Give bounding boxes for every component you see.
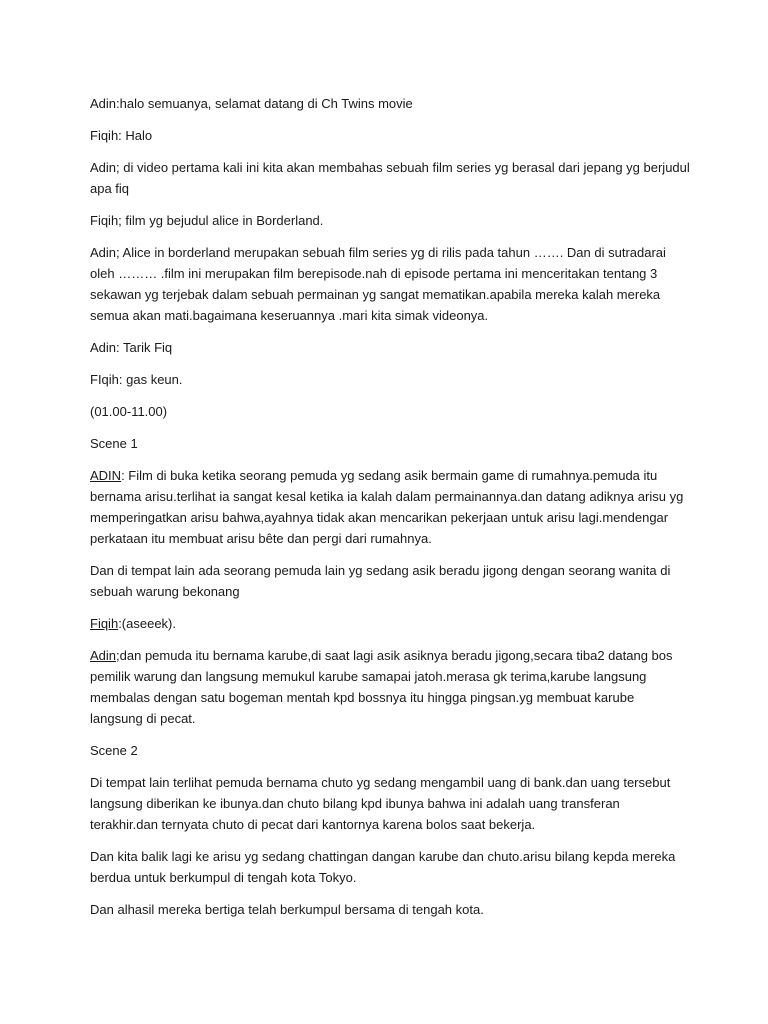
speaker-name: ADIN <box>90 468 122 483</box>
narration-text: : Film di buka ketika seorang pemuda yg sedang asik bermain game di rumahnya.pemuda itu bernama arisu.terlihat ia sangat kesal ketika ia kalah dalam permainannya.dan datang adiknya arisu yg memperingatkan arisu bahwa,ayahnya tidak akan mencarikan pekerjaan untuk arisu lagi.mendengar perkataan itu membuat arisu bête dan pergi dari rumahnya. <box>90 468 684 546</box>
dialogue-line: FIqih: gas keun. <box>90 372 183 387</box>
narration-paragraph: Di tempat lain terlihat pemuda bernama chuto yg sedang mengambil uang di bank.dan uang tersebut langsung diberikan ke ibunya.dan chuto bilang kpd ibunya bahwa ini adalah uang transferan terakhir.dan ternyata chuto di pecat dari kantornya karena bolos saat bekerja. <box>90 775 671 832</box>
dialogue-line: Adin; di video pertama kali ini kita akan membahas sebuah film series yg berasal dari jepang yg berjudul apa fiq <box>90 160 690 196</box>
dialogue-line: Fiqih; film yg bejudul alice in Borderland. <box>90 213 324 228</box>
speaker-name: Fiqih <box>90 616 119 631</box>
narration-paragraph <box>90 465 690 549</box>
narration-paragraph <box>90 645 690 729</box>
dialogue-line: Fiqih: Halo <box>90 128 153 143</box>
narration-paragraph: Dan alhasil mereka bertiga telah berkumpul bersama di tengah kota. <box>90 902 484 917</box>
speaker-name: Adin; <box>90 648 120 663</box>
narration-paragraph: Dan di tempat lain ada seorang pemuda lain yg sedang asik beradu jigong dengan seorang wanita di sebuah warung bekonang <box>90 563 671 599</box>
scene-heading: Scene 2 <box>90 743 138 758</box>
dialogue-line <box>90 613 690 634</box>
narration-paragraph: Dan kita balik lagi ke arisu yg sedang chattingan dangan karube dan chuto.arisu bilang kepda mereka berdua untuk berkumpul di tengah kota Tokyo. <box>90 849 676 885</box>
dialogue-line: Adin:halo semuanya, selamat datang di Ch Twins movie <box>90 96 413 111</box>
dialogue-text: :(aseeek). <box>118 616 176 631</box>
narration-text: dan pemuda itu bernama karube,di saat lagi asik asiknya beradu jigong,secara tiba2 datang bos pemilik warung dan langsung memukul karube samapai jatoh.merasa gk terima,karube langsung membalas dengan satu bogeman mentah kpd bossnya itu hingga pingsan.yg membuat karube langsung di pecat. <box>90 648 673 726</box>
timecode: (01.00-11.00) <box>90 404 168 419</box>
scene-heading: Scene 1 <box>90 436 138 451</box>
dialogue-line: Adin: Tarik Fiq <box>90 340 173 355</box>
dialogue-line: Adin; Alice in borderland merupakan sebuah film series yg di rilis pada tahun ……. Dan di sutradarai oleh ……… .film ini merupakan film berepisode.nah di episode pertama ini menceritakan tentang 3 sekawan yg terjebak dalam sebuah permainan yg sangat mematikan.apabila mereka kalah mereka semua akan mati.bagaimana keseruannya .mari kita simak videonya. <box>90 245 666 323</box>
document-body <box>90 93 690 931</box>
